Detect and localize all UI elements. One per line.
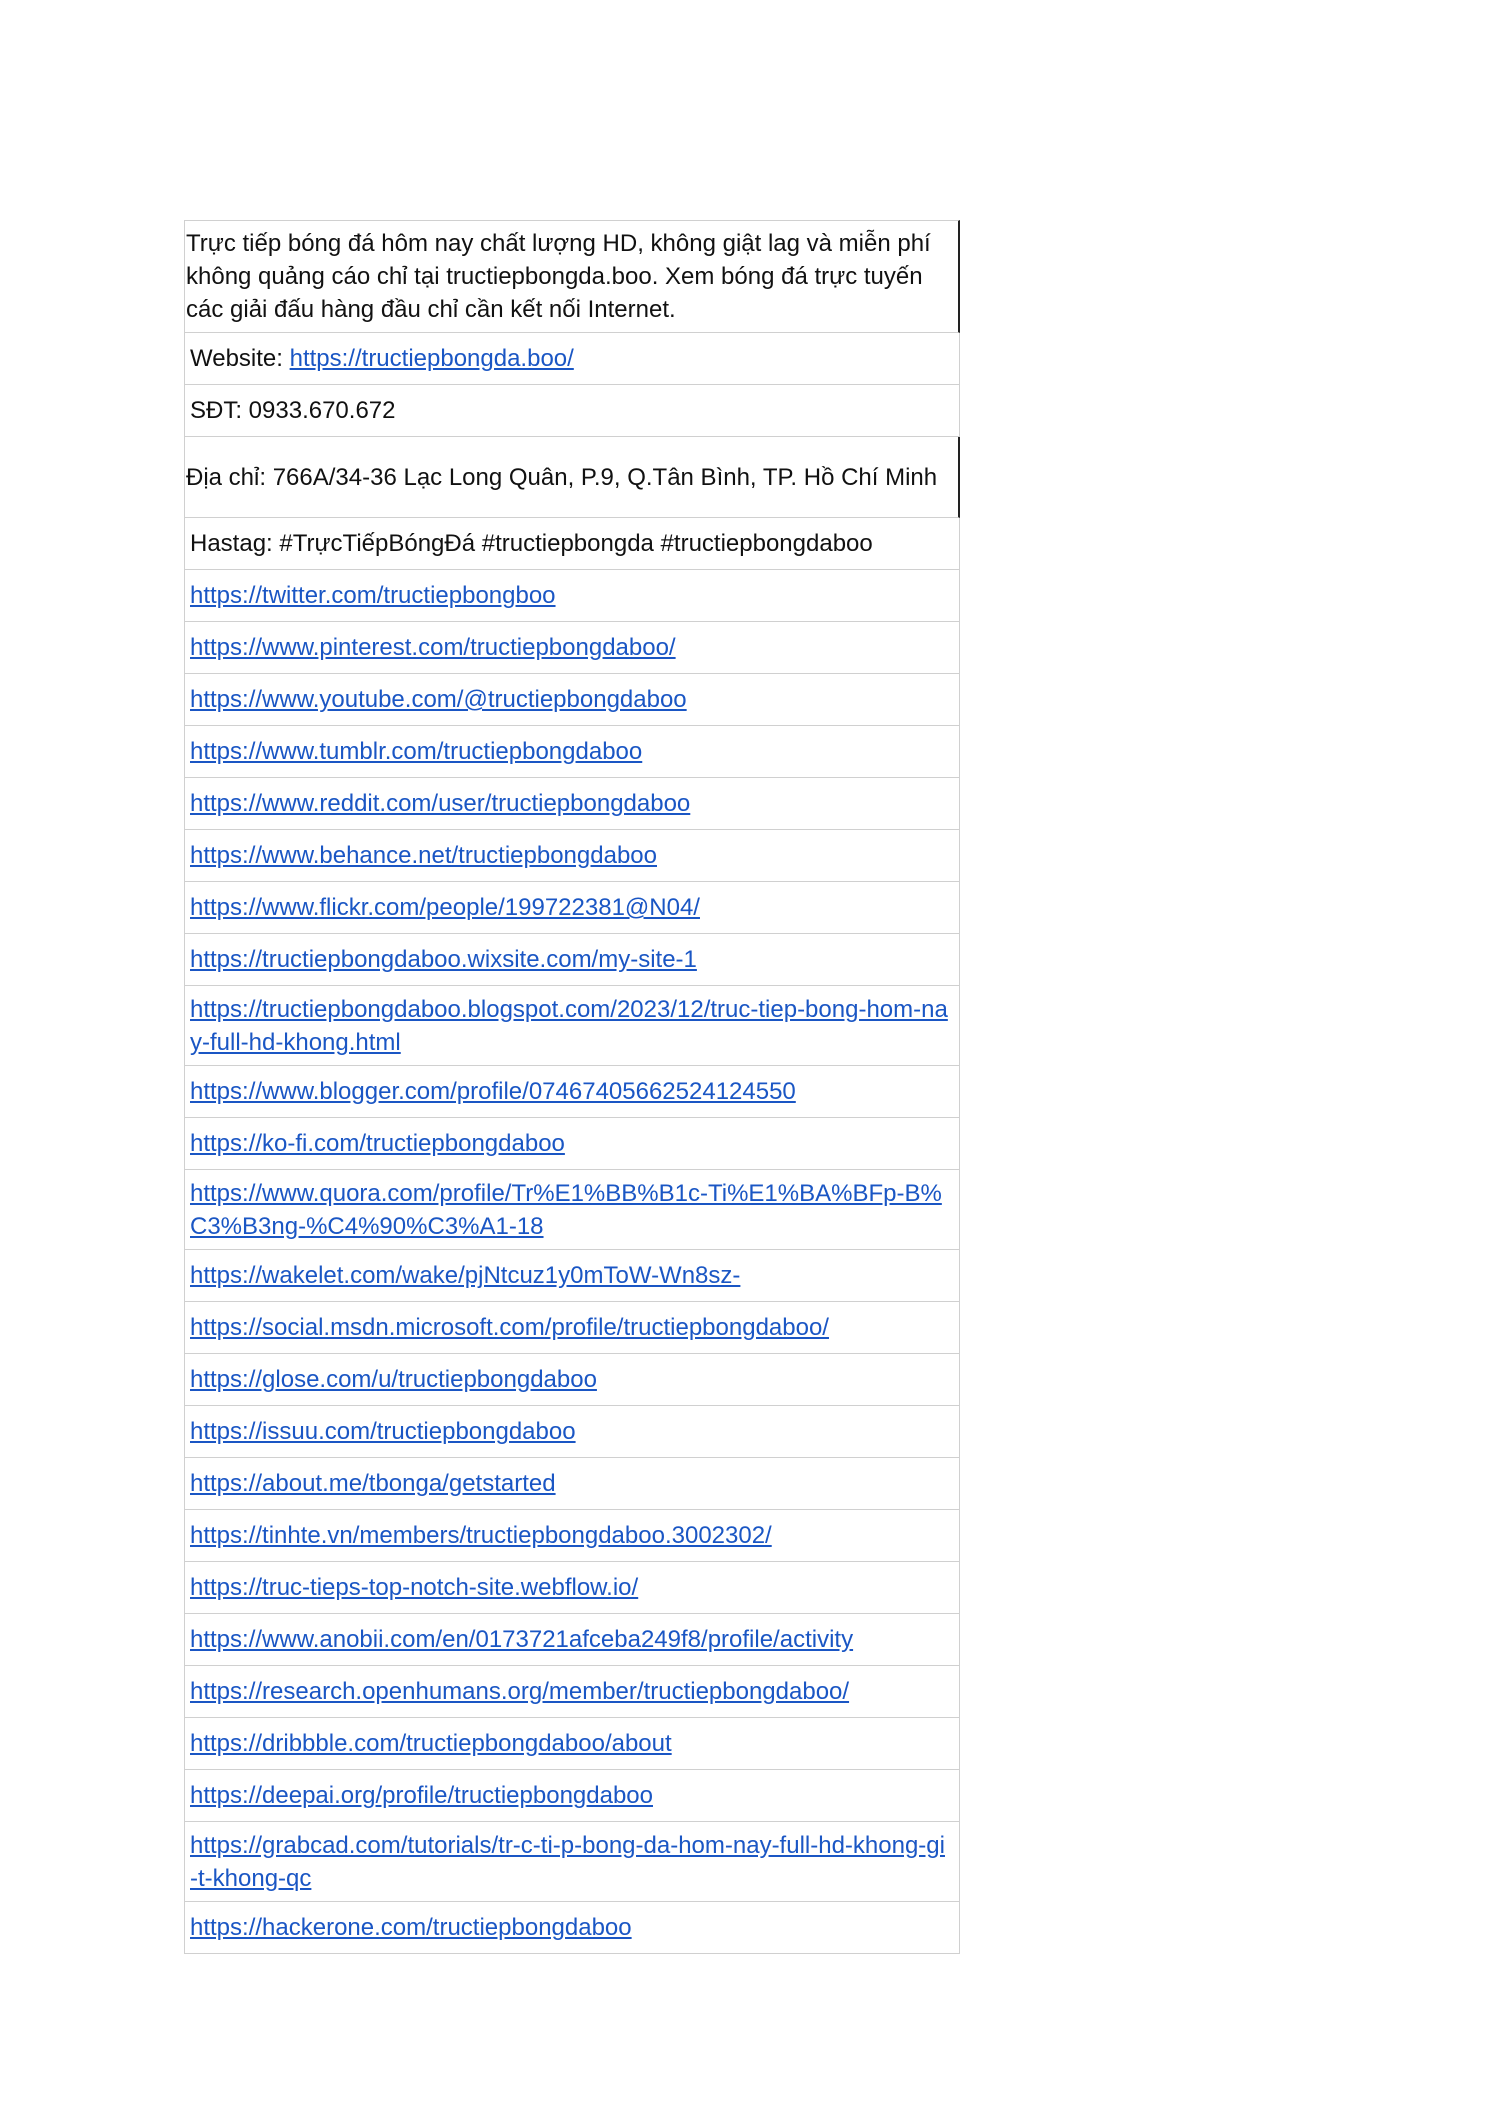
twitter-link[interactable]: https://twitter.com/tructiepbongboo [190,582,556,609]
website-label: Website: [190,345,290,372]
link-row [185,1170,960,1250]
link-row [185,1822,960,1902]
tumblr-link[interactable]: https://www.tumblr.com/tructiepbongdaboo [190,738,643,765]
link-row [185,726,960,778]
link-row [185,986,960,1066]
openhumans-link[interactable]: https://research.openhumans.org/member/tructiepbongdaboo/ [190,1678,850,1705]
link-row [185,674,960,726]
wakelet-link[interactable]: https://wakelet.com/wake/pjNtcuz1y0mToW-Wn8sz- [190,1262,741,1289]
link-row [185,1302,960,1354]
blogspot-link[interactable]: https://tructiepbongdaboo.blogspot.com/2023/12/truc-tiep-bong-hom-nay-full-hd-khong.html [190,995,948,1056]
kofi-link[interactable]: https://ko-fi.com/tructiepbongdaboo [190,1130,565,1157]
link-row [185,1718,960,1770]
website-link[interactable]: https://tructiepbongda.boo/ [289,345,574,372]
glose-link[interactable]: https://glose.com/u/tructiepbongdaboo [190,1366,597,1393]
link-row [185,622,960,674]
aboutme-link[interactable]: https://about.me/tbonga/getstarted [190,1470,556,1497]
flickr-link[interactable]: https://www.flickr.com/people/199722381@N04/ [190,894,700,921]
link-row [185,1770,960,1822]
intro-text: Trực tiếp bóng đá hôm nay chất lượng HD, không giật lag và miễn phí không quảng cáo chỉ tại tructiepbongda.boo. Xem bóng đá trực tuyến các giải đấu hàng đầu chỉ cần kết nối Internet. [186,230,931,323]
link-row [185,882,960,934]
webflow-link[interactable]: https://truc-tieps-top-notch-site.webflow.io/ [190,1574,639,1601]
deepai-link[interactable]: https://deepai.org/profile/tructiepbongdaboo [190,1782,653,1809]
link-row [185,1510,960,1562]
phone-text: SĐT: 0933.670.672 [190,397,396,424]
link-row [185,1902,960,1954]
wixsite-link[interactable]: https://tructiepbongdaboo.wixsite.com/my-site-1 [190,946,697,973]
info-table [184,220,960,1954]
link-row [185,778,960,830]
link-row [185,1666,960,1718]
issuu-link[interactable]: https://issuu.com/tructiepbongdaboo [190,1418,576,1445]
hashtag-row [185,518,960,570]
reddit-link[interactable]: https://www.reddit.com/user/tructiepbongdaboo [190,790,691,817]
behance-link[interactable]: https://www.behance.net/tructiepbongdaboo [190,842,657,869]
pinterest-link[interactable]: https://www.pinterest.com/tructiepbongdaboo/ [190,634,676,661]
hashtag-text: Hastag: #TrựcTiếpBóngĐá #tructiepbongda #tructiepbongdaboo [190,530,873,557]
hackerone-link[interactable]: https://hackerone.com/tructiepbongdaboo [190,1914,632,1941]
tinhte-link[interactable]: https://tinhte.vn/members/tructiepbongdaboo.3002302/ [190,1522,772,1549]
intro-row [185,220,960,333]
address-text: Địa chỉ: 766A/34-36 Lạc Long Quân, P.9, Q.Tân Bình, TP. Hồ Chí Minh [186,463,938,491]
address-row [185,437,960,518]
link-row [185,1562,960,1614]
dribbble-link[interactable]: https://dribbble.com/tructiepbongdaboo/about [190,1730,672,1757]
quora-link[interactable]: https://www.quora.com/profile/Tr%E1%BB%B1c-Ti%E1%BA%BFp-B%C3%B3ng-%C4%90%C3%A1-18 [190,1179,942,1240]
link-row [185,1250,960,1302]
link-row [185,570,960,622]
link-row [185,1066,960,1118]
link-row [185,1354,960,1406]
anobii-link[interactable]: https://www.anobii.com/en/0173721afceba249f8/profile/activity [190,1626,854,1653]
website-row [185,333,960,385]
link-row [185,934,960,986]
link-row [185,1406,960,1458]
link-row [185,1614,960,1666]
link-row [185,830,960,882]
youtube-link[interactable]: https://www.youtube.com/@tructiepbongdaboo [190,686,687,713]
link-row [185,1118,960,1170]
phone-row [185,385,960,437]
msdn-link[interactable]: https://social.msdn.microsoft.com/profile/tructiepbongdaboo/ [190,1314,829,1341]
grabcad-link[interactable]: https://grabcad.com/tutorials/tr-c-ti-p-bong-da-hom-nay-full-hd-khong-gi-t-khong-qc [190,1831,945,1892]
link-row [185,1458,960,1510]
blogger-link[interactable]: https://www.blogger.com/profile/07467405662524124550 [190,1078,796,1105]
